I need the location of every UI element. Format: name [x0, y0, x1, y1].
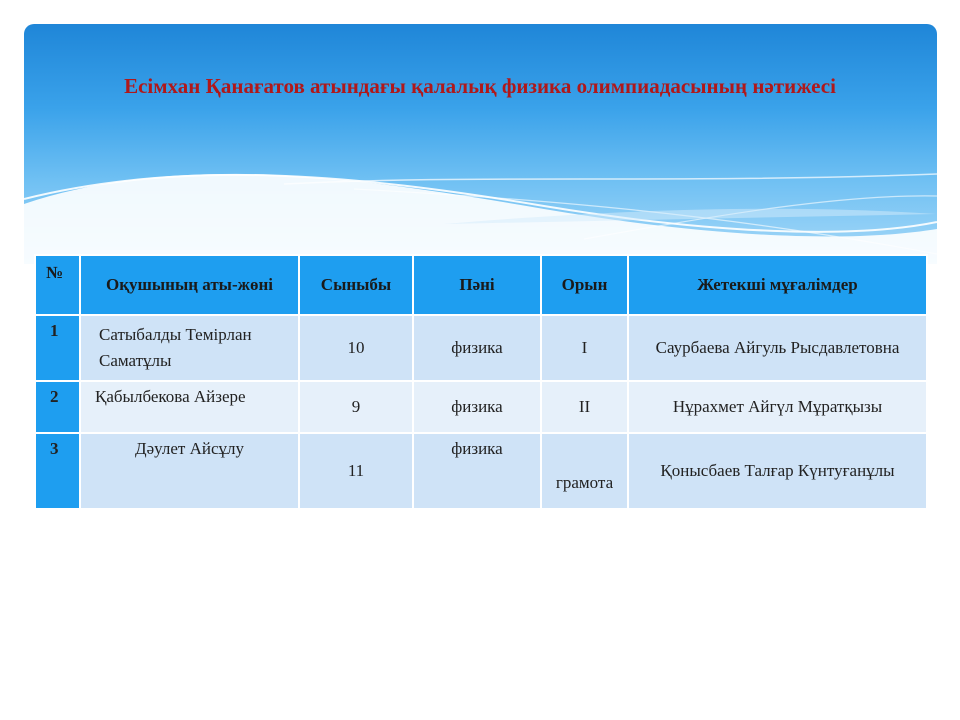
wave-decoration: [24, 24, 937, 264]
row-number: 2: [35, 381, 80, 433]
col-header-subject: Пәні: [413, 255, 541, 315]
table-header-row: [35, 255, 927, 315]
header-band: [24, 24, 937, 264]
table-row: [35, 433, 927, 509]
teacher-cell: Қонысбаев Талғар Күнтуғанұлы: [628, 433, 927, 509]
teacher-cell: Нұрахмет Айгүл Мұратқызы: [628, 381, 927, 433]
place-cell: II: [541, 381, 628, 433]
grade-cell: 11: [299, 433, 413, 509]
place-cell: I: [541, 315, 628, 381]
col-header-teacher: Жетекші мұғалімдер: [628, 255, 927, 315]
col-header-student: Оқушының аты-жөні: [80, 255, 299, 315]
col-header-number: №: [35, 255, 80, 315]
grade-cell: 9: [299, 381, 413, 433]
row-number: 1: [35, 315, 80, 381]
subject-cell: физика: [413, 433, 541, 509]
slide-title: Есімхан Қанағатов атындағы қалалық физика олимпиадасының нәтижесі: [124, 74, 836, 98]
grade-cell: 10: [299, 315, 413, 381]
place-cell: грамота: [541, 433, 628, 509]
student-name: Қабылбекова Айзере: [80, 381, 299, 433]
table-row: [35, 315, 927, 381]
results-table: [34, 254, 928, 510]
student-name: Сатыбалды Темірлан Саматұлы: [80, 315, 299, 381]
col-header-grade: Сыныбы: [299, 255, 413, 315]
student-name: Дәулет Айсұлу: [80, 433, 299, 509]
table-row: [35, 381, 927, 433]
subject-cell: физика: [413, 381, 541, 433]
row-number: 3: [35, 433, 80, 509]
subject-cell: физика: [413, 315, 541, 381]
col-header-place: Орын: [541, 255, 628, 315]
teacher-cell: Саурбаева Айгуль Рысдавлетовна: [628, 315, 927, 381]
